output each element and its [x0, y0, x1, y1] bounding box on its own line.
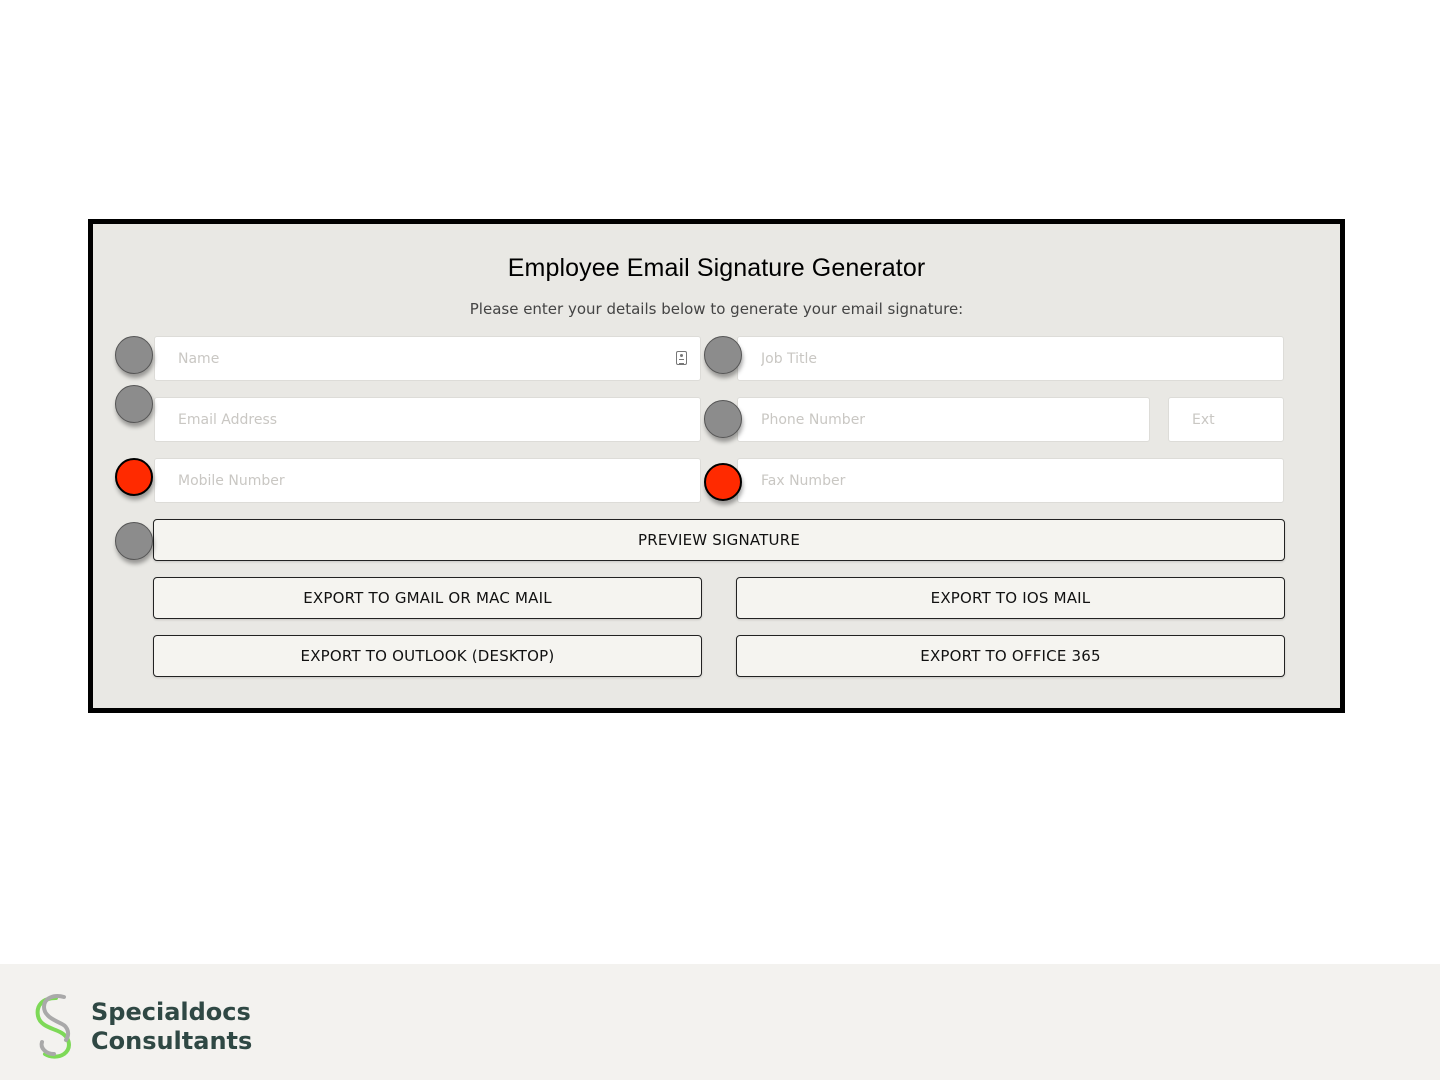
name-field[interactable] [154, 336, 701, 381]
marker-dot-phone [704, 400, 742, 438]
email-input[interactable] [155, 398, 700, 441]
ext-input[interactable] [1169, 398, 1283, 441]
marker-dot-job-title [704, 336, 742, 374]
fax-input[interactable] [738, 459, 1283, 502]
job-title-input[interactable] [738, 337, 1283, 380]
phone-input[interactable] [738, 398, 1149, 441]
export-ios-button[interactable]: EXPORT TO IOS MAIL [736, 577, 1285, 619]
page-title: Employee Email Signature Generator [507, 254, 926, 282]
marker-dot-email [115, 385, 153, 423]
brand-line-1: Specialdocs [91, 998, 251, 1026]
footer [0, 964, 1440, 1080]
marker-dot-fax [704, 463, 742, 501]
preview-signature-button[interactable]: PREVIEW SIGNATURE [153, 519, 1285, 561]
brand-name [91, 998, 252, 1056]
job-title-field[interactable] [737, 336, 1284, 381]
marker-dot-name [115, 336, 153, 374]
ext-field[interactable] [1168, 397, 1284, 442]
marker-dot-preview [115, 522, 153, 560]
export-gmail-button[interactable]: EXPORT TO GMAIL OR MAC MAIL [153, 577, 702, 619]
phone-field[interactable] [737, 397, 1150, 442]
brand-line-2: Consultants [91, 1027, 253, 1055]
mobile-input[interactable] [155, 459, 700, 502]
name-input[interactable] [155, 337, 700, 380]
contact-card-icon[interactable] [676, 351, 687, 365]
signature-generator-panel [88, 219, 1345, 713]
export-office365-button[interactable]: EXPORT TO OFFICE 365 [736, 635, 1285, 677]
mobile-field[interactable] [154, 458, 701, 503]
email-field[interactable] [154, 397, 701, 442]
fax-field[interactable] [737, 458, 1284, 503]
marker-dot-mobile [115, 458, 153, 496]
export-outlook-button[interactable]: EXPORT TO OUTLOOK (DESKTOP) [153, 635, 702, 677]
page-subtitle: Please enter your details below to generate your email signature: [469, 300, 964, 318]
specialdocs-logo-icon [30, 992, 78, 1060]
